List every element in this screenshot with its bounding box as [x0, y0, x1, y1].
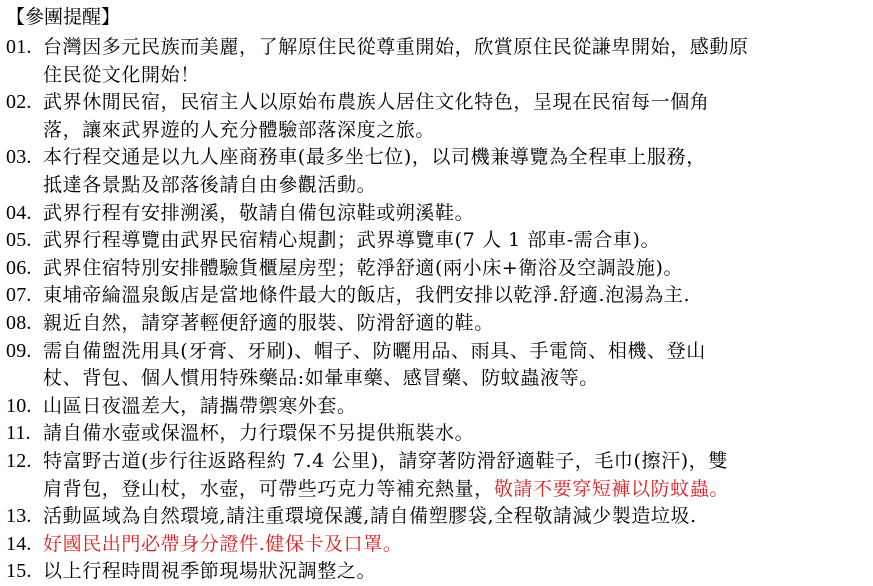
item-line-text: 山區日夜溫差大，請攜帶禦寒外套。: [43, 394, 357, 417]
item-number: 15.: [6, 560, 32, 583]
item-number: 01.: [6, 36, 32, 58]
item-line: [43, 503, 873, 531]
item-text: [43, 531, 873, 559]
item-line-text: 以上行程時間視季節現場狀況調整之。: [43, 560, 377, 583]
item-number: 14.: [6, 532, 32, 555]
item-line: [43, 89, 873, 117]
item-line: [43, 62, 873, 90]
list-item: [6, 558, 873, 586]
list-item: [6, 393, 873, 421]
item-line-text: 杖、背包、個人慣用特殊藥品:如暈車藥、感冒藥、防蚊蟲液等。: [43, 367, 599, 390]
list-item: [6, 89, 873, 144]
item-line-text: 肩背包，登山杖，水壺，可帶些巧克力等補充熱量，: [43, 477, 494, 500]
item-line: [43, 531, 873, 559]
list-item: [6, 448, 873, 503]
item-line-text: 武界行程導覽由武界民宿精心規劃；武界導覽車(7 人 1 部車-需合車)。: [43, 229, 661, 252]
item-line: [43, 200, 873, 228]
item-text: [43, 310, 873, 338]
item-line-text: 抵達各景點及部落後請自由參觀活動。: [43, 173, 377, 196]
item-line: [43, 34, 873, 62]
item-number: 12.: [6, 449, 32, 472]
list-item: [6, 227, 873, 255]
item-line-text: 落，讓來武界遊的人充分體驗部落深度之旅。: [43, 118, 436, 141]
item-text: [43, 503, 873, 531]
list-item: [6, 144, 873, 199]
item-number: 07.: [6, 284, 32, 307]
item-line-text: 武界住宿特別安排體驗貨櫃屋房型；乾淨舒適(兩小床+衛浴及空調設施)。: [43, 256, 684, 279]
list-item: [6, 282, 873, 310]
item-line: [43, 144, 873, 172]
highlighted-warning-text: 敬請不要穿短褲以防蚊蟲。: [493, 477, 730, 500]
item-number: 04.: [6, 201, 32, 224]
item-text: [43, 393, 873, 421]
section-heading: 【參團提醒】: [6, 6, 121, 28]
list-item: [6, 255, 873, 283]
item-text: [43, 34, 873, 89]
item-line: [43, 476, 873, 504]
item-line: [43, 227, 873, 255]
reminder-list: [6, 34, 873, 586]
list-item: [6, 34, 873, 89]
item-number: 13.: [6, 505, 32, 528]
item-text: [43, 227, 873, 255]
item-line: [43, 338, 873, 366]
list-item: [6, 310, 873, 338]
item-number: 10.: [6, 394, 32, 417]
highlighted-warning-text: 好國民出門必帶身分證件.健保卡及口罩。: [43, 532, 403, 555]
item-number: 02.: [6, 91, 32, 114]
item-line: [43, 282, 873, 310]
item-line: [43, 117, 873, 145]
item-line: [43, 448, 873, 476]
item-text: [43, 558, 873, 586]
item-line: [43, 310, 873, 338]
item-line: [43, 420, 873, 448]
item-line-text: 活動區域為自然環境,請注重環境保護,請自備塑膠袋,全程敬請減少製造垃圾.: [43, 505, 697, 528]
item-line-text: 武界行程有安排溯溪，敬請自備包涼鞋或朔溪鞋。: [43, 201, 475, 224]
item-number: 11.: [6, 422, 31, 445]
list-item: [6, 420, 873, 448]
item-line-text: 東埔帝綸溫泉飯店是當地條件最大的飯店，我們安排以乾淨.舒適.泡湯為主.: [43, 284, 691, 307]
item-text: [43, 255, 873, 283]
item-line-text: 台灣因多元民族而美麗，了解原住民從尊重開始，欣賞原住民從謙卑開始，感動原: [43, 36, 749, 58]
item-line-text: 特富野古道(步行往返路程約 7.4 公里)，請穿著防滑舒適鞋子，毛巾(擦汗)，雙: [43, 449, 728, 472]
item-text: [43, 448, 873, 503]
list-item: [6, 200, 873, 228]
item-line: [43, 365, 873, 393]
item-number: 08.: [6, 311, 32, 334]
item-text: [43, 282, 873, 310]
list-item: [6, 531, 873, 559]
item-line-text: 住民從文化開始！: [43, 63, 200, 86]
list-item: [6, 338, 873, 393]
item-number: 09.: [6, 339, 32, 362]
item-number: 05.: [6, 229, 32, 252]
item-text: [43, 420, 873, 448]
item-text: [43, 200, 873, 228]
item-line: [43, 172, 873, 200]
item-text: [43, 89, 873, 144]
item-line-text: 請自備水壺或保溫杯，力行環保不另提供瓶裝水。: [43, 422, 475, 445]
item-line: [43, 393, 873, 421]
item-line-text: 需自備盥洗用具(牙膏、牙刷)、帽子、防曬用品、雨具、手電筒、相機、登山: [43, 339, 706, 362]
item-number: 03.: [6, 146, 32, 169]
list-item: [6, 503, 873, 531]
item-number: 06.: [6, 256, 32, 279]
item-line: [43, 558, 873, 586]
item-line: [43, 255, 873, 283]
item-line-text: 武界休閒民宿，民宿主人以原始布農族人居住文化特色，呈現在民宿每一個角: [43, 91, 710, 114]
item-text: [43, 144, 873, 199]
item-line-text: 親近自然，請穿著輕便舒適的服裝、防滑舒適的鞋。: [43, 311, 494, 334]
item-line-text: 本行程交通是以九人座商務車(最多坐七位)，以司機兼導覽為全程車上服務，: [43, 146, 706, 169]
item-text: [43, 338, 873, 393]
